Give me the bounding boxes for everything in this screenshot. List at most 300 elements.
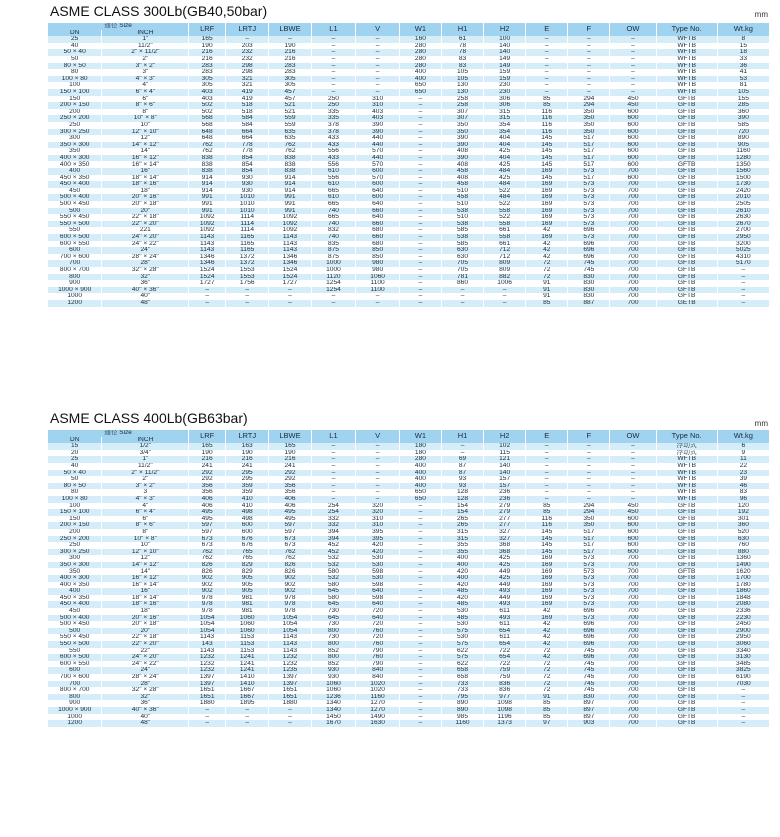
table-cell: 640	[356, 615, 399, 622]
table-row	[48, 463, 770, 470]
table-cell: GFTB	[656, 568, 717, 575]
table-cell: 521	[269, 102, 311, 109]
table-cell: 350	[568, 129, 610, 136]
table-cell: 254	[311, 503, 356, 510]
table-cell: 1054	[269, 628, 311, 635]
table-cell: 1006	[484, 280, 526, 287]
table-cell: 600	[225, 529, 268, 536]
table-cell: 700	[610, 287, 656, 294]
table-cell: 829	[225, 562, 268, 569]
table-cell: 400 × 350	[48, 582, 102, 589]
table-cell: –	[399, 681, 441, 688]
table-cell: 169	[526, 194, 568, 201]
table-cell: –	[568, 476, 610, 483]
table-cell: 854	[225, 155, 268, 162]
table-cell: –	[399, 503, 441, 510]
table-cell: GFTB	[656, 280, 717, 287]
header-e: E	[526, 430, 568, 443]
table-cell: 232	[225, 56, 268, 63]
table-cell: –	[610, 89, 656, 96]
table-cell: 781	[441, 274, 483, 281]
table-cell: 550	[48, 227, 102, 234]
table-cell: GFTB	[656, 214, 717, 221]
table-cell: 102	[484, 443, 526, 450]
table-cell: 78	[441, 49, 483, 56]
table-cell: –	[526, 476, 568, 483]
table-cell: WFTB	[656, 69, 717, 76]
header-v: V	[356, 430, 399, 443]
table-cell: –	[717, 267, 769, 274]
table-cell: 640	[356, 214, 399, 221]
table-cell: 1232	[189, 661, 226, 668]
table-cell: 502	[189, 109, 226, 116]
table-cell: 400 × 350	[48, 161, 102, 168]
table-cell: 930	[311, 674, 356, 681]
table-cell: 1054	[189, 621, 226, 628]
table-cell: 241	[189, 463, 226, 470]
table-row	[48, 181, 770, 188]
table-cell: 661	[484, 241, 526, 248]
header-lbwe: LBWE	[269, 430, 311, 443]
table-cell: 169	[526, 562, 568, 569]
table-cell: 254	[311, 509, 356, 516]
table-cell: 485	[441, 601, 483, 608]
table-cell: 760	[356, 628, 399, 635]
table-cell: 1241	[225, 667, 268, 674]
table-cell: 100	[48, 82, 102, 89]
table-cell: 332	[311, 516, 356, 523]
table-cell: 538	[441, 221, 483, 228]
table-cell: 600	[610, 155, 656, 162]
table-cell: 80	[48, 69, 102, 76]
table-cell: 350	[48, 568, 102, 575]
table-cell: 484	[484, 168, 526, 175]
table-cell: 585	[441, 241, 483, 248]
table-row	[48, 96, 770, 103]
table-cell: 130	[441, 89, 483, 96]
table-cell: 610	[311, 168, 356, 175]
table-cell: 1410	[225, 681, 268, 688]
table-cell: –	[610, 483, 656, 490]
table-cell: 517	[568, 161, 610, 168]
table-cell: 449	[484, 595, 526, 602]
table-row	[48, 142, 770, 149]
table-cell: 890	[441, 707, 483, 714]
table-cell: –	[399, 674, 441, 681]
table-cell: 350	[568, 109, 610, 116]
table-row	[48, 681, 770, 688]
table-cell: 829	[225, 568, 268, 575]
table-cell: 105	[441, 69, 483, 76]
table-cell: GFTB	[656, 241, 717, 248]
table-cell: 762	[269, 555, 311, 562]
table-cell: 368	[484, 549, 526, 556]
table-cell: 673	[269, 542, 311, 549]
table-cell: 310	[356, 522, 399, 529]
header-size: 通径 Size	[48, 23, 189, 30]
table-cell: 568	[189, 115, 226, 122]
table-cell: 600	[610, 175, 656, 182]
table-cell: 359	[225, 489, 268, 496]
table-cell: 390	[441, 135, 483, 142]
table-cell: GFTB	[656, 555, 717, 562]
table-cell: 1756	[225, 280, 268, 287]
table-cell: –	[610, 476, 656, 483]
table-cell: –	[399, 148, 441, 155]
table-cell: 836	[484, 681, 526, 688]
table-row	[48, 208, 770, 215]
table-cell: 762	[189, 148, 226, 155]
table-cell: 484	[484, 181, 526, 188]
table-cell: 1280	[717, 155, 769, 162]
table-cell: 510	[441, 214, 483, 221]
table-cell: 1000	[311, 267, 356, 274]
table-cell: 39	[717, 476, 769, 483]
table-cell: 11	[717, 456, 769, 463]
table-cell: 160	[399, 36, 441, 43]
table-cell: 3/4"	[102, 450, 189, 457]
table-cell: 42	[526, 247, 568, 254]
table-cell: GFTB	[656, 608, 717, 615]
table-cell: 597	[269, 529, 311, 536]
table-cell: 400	[441, 562, 483, 569]
header-inch: INCH	[102, 437, 189, 444]
table-cell: GFTB	[656, 293, 717, 300]
table-cell: 1/2"	[102, 443, 189, 450]
table-cell: –	[269, 300, 311, 307]
table-cell: 720	[356, 634, 399, 641]
table-cell: 598	[356, 595, 399, 602]
table-cell: WFTB	[656, 470, 717, 477]
table-row	[48, 615, 770, 622]
table-cell: 40	[48, 43, 102, 50]
table-cell: 350	[441, 129, 483, 136]
table-cell: 450 × 400	[48, 181, 102, 188]
table-cell: 778	[225, 142, 268, 149]
table-cell: –	[526, 43, 568, 50]
table-cell: 575	[441, 641, 483, 648]
table-cell: GFTB	[656, 648, 717, 655]
table-cell: 575	[441, 654, 483, 661]
table-cell: 310	[356, 516, 399, 523]
table-cell: 406	[189, 503, 226, 510]
table-row	[48, 503, 770, 510]
table-cell: 91	[526, 287, 568, 294]
table-cell: 1098	[484, 700, 526, 707]
table-row	[48, 76, 770, 83]
table-cell: 730	[311, 608, 356, 615]
table-cell: 450 × 350	[48, 595, 102, 602]
table-cell: 700	[610, 562, 656, 569]
table-cell: 930	[311, 667, 356, 674]
table-cell: 305	[189, 82, 226, 89]
table-cell: 100	[484, 36, 526, 43]
table-cell: 680	[356, 227, 399, 234]
table-cell: 600	[610, 542, 656, 549]
table-cell: –	[399, 142, 441, 149]
table-cell: 875	[311, 247, 356, 254]
table-cell: 2450	[717, 621, 769, 628]
table-cell: 190	[269, 43, 311, 50]
table-cell: 573	[568, 181, 610, 188]
table-cell: 145	[526, 148, 568, 155]
table-cell: 1020	[356, 681, 399, 688]
table-cell: 1010	[225, 208, 268, 215]
table-cell: GFTB	[656, 654, 717, 661]
table-cell: –	[225, 714, 268, 721]
table-cell: 760	[717, 542, 769, 549]
table-row	[48, 56, 770, 63]
table-cell: 1153	[225, 641, 268, 648]
table-cell: –	[399, 648, 441, 655]
table-cell: 661	[484, 227, 526, 234]
table-cell: 2950	[717, 234, 769, 241]
table-cell: 991	[269, 201, 311, 208]
table-cell: 722	[484, 661, 526, 668]
table-cell: 1143	[189, 247, 226, 254]
table-cell: 32" × 28"	[102, 687, 189, 694]
table-cell: WFTB	[656, 489, 717, 496]
table-cell: –	[311, 489, 356, 496]
table-cell: 696	[568, 247, 610, 254]
table-cell: 762	[269, 148, 311, 155]
header-lrtj: LRTJ	[225, 430, 268, 443]
table-row	[48, 194, 770, 201]
table-cell: –	[356, 456, 399, 463]
table-cell: 18" × 14"	[102, 175, 189, 182]
table-cell: 116	[526, 109, 568, 116]
table-cell: 1340	[311, 707, 356, 714]
table-cell: 510	[441, 201, 483, 208]
table-cell: 18"	[102, 608, 189, 615]
table-cell: 14"	[102, 148, 189, 155]
table-cell: 145	[526, 135, 568, 142]
table-cell: 157	[484, 476, 526, 483]
table-cell: 600	[225, 522, 268, 529]
table-cell: –	[311, 63, 356, 70]
table-cell: –	[399, 608, 441, 615]
table-cell: GFTB	[656, 694, 717, 701]
table-cell: 838	[189, 168, 226, 175]
table-cell: –	[568, 470, 610, 477]
table-cell: 980	[356, 267, 399, 274]
header-w1: W1	[399, 23, 441, 36]
table-cell: 991	[269, 208, 311, 215]
table-cell: 740	[311, 234, 356, 241]
table-cell: 573	[568, 194, 610, 201]
table-cell: 700	[610, 595, 656, 602]
table-cell: 830	[568, 280, 610, 287]
table-cell: 116	[526, 516, 568, 523]
table-cell: 700	[610, 582, 656, 589]
table-cell: 359	[225, 483, 268, 490]
table-cell: 408	[441, 148, 483, 155]
table-cell: 664	[225, 135, 268, 142]
header-type-no: Type No.	[656, 23, 717, 36]
table-cell: 645	[311, 615, 356, 622]
table-cell: 1120	[311, 274, 356, 281]
table-cell: 200	[48, 109, 102, 116]
table-cell: 6" × 4"	[102, 509, 189, 516]
table-cell: 450	[610, 503, 656, 510]
table-cell: 556	[311, 161, 356, 168]
table-cell: 280	[399, 63, 441, 70]
table-cell: 408	[441, 175, 483, 182]
table-cell: 1060	[356, 274, 399, 281]
table-cell: 81	[717, 82, 769, 89]
table-cell: 559	[269, 122, 311, 129]
table-cell: 658	[441, 674, 483, 681]
table-cell: –	[717, 720, 769, 727]
table-cell: 25	[48, 456, 102, 463]
table-cell: 283	[189, 69, 226, 76]
table-row	[48, 687, 770, 694]
table-cell: 2230	[717, 615, 769, 622]
table-cell: 573	[568, 555, 610, 562]
table-cell: 597	[189, 529, 226, 536]
table-cell: 665	[311, 214, 356, 221]
table-cell: 1350	[717, 161, 769, 168]
table-cell: 573	[568, 568, 610, 575]
table-cell: 485	[441, 615, 483, 622]
table-cell: 2900	[717, 628, 769, 635]
table-cell: 556	[311, 175, 356, 182]
table-row	[48, 595, 770, 602]
table-cell: –	[269, 714, 311, 721]
table-cell: 700	[610, 601, 656, 608]
table-cell: 1092	[189, 221, 226, 228]
table-cell: 700	[610, 221, 656, 228]
table-cell: 902	[269, 588, 311, 595]
table-cell: 449	[484, 582, 526, 589]
table-cell: 980	[356, 260, 399, 267]
table-cell: 493	[484, 601, 526, 608]
table-cell: 517	[568, 529, 610, 536]
table-cell: 991	[189, 194, 226, 201]
table-cell: 745	[568, 667, 610, 674]
table-cell: –	[356, 63, 399, 70]
table-cell: 9	[717, 450, 769, 457]
table-cell: 216	[269, 456, 311, 463]
table-cell: 517	[568, 542, 610, 549]
table-cell: 673	[189, 536, 226, 543]
table-cell: 745	[568, 661, 610, 668]
table-cell: 500 × 450	[48, 201, 102, 208]
table-cell: 5170	[717, 260, 769, 267]
table-cell: GFTB	[656, 201, 717, 208]
table-cell: 1553	[225, 267, 268, 274]
table-cell: GFTB	[656, 168, 717, 175]
table-cell: 306	[484, 96, 526, 103]
table-cell: 216	[225, 456, 268, 463]
table-cell: 705	[441, 267, 483, 274]
table-cell: –	[399, 122, 441, 129]
table-cell: 762	[189, 549, 226, 556]
table-cell: –	[225, 36, 268, 43]
table-cell: 350 × 300	[48, 142, 102, 149]
table-cell: 1060	[311, 681, 356, 688]
table-cell: GFTB	[656, 621, 717, 628]
table-cell: 978	[189, 595, 226, 602]
table-cell: 700 × 600	[48, 674, 102, 681]
table-cell: 600	[48, 667, 102, 674]
table-cell: 440	[356, 155, 399, 162]
table-cell: 4"	[102, 82, 189, 89]
table-cell: 4" × 3"	[102, 76, 189, 83]
table-cell: GFTB	[656, 542, 717, 549]
table-cell: 522	[484, 214, 526, 221]
table-cell: –	[568, 89, 610, 96]
table-cell: 493	[484, 615, 526, 622]
table-cell: 69	[441, 456, 483, 463]
table-cell: 517	[568, 148, 610, 155]
table-cell: 10" × 8"	[102, 115, 189, 122]
table-cell: –	[356, 56, 399, 63]
table-cell: 169	[526, 582, 568, 589]
table-cell: –	[399, 700, 441, 707]
table-cell: 1700	[717, 575, 769, 582]
table-row	[48, 161, 770, 168]
table-cell: –	[399, 214, 441, 221]
table-cell: 740	[311, 208, 356, 215]
table-cell: 250	[48, 542, 102, 549]
table-cell: 1143	[269, 648, 311, 655]
table-cell: GFTB	[656, 129, 717, 136]
table-cell: –	[311, 69, 356, 76]
table-cell: –	[311, 443, 356, 450]
table-cell: –	[399, 155, 441, 162]
table-row	[48, 247, 770, 254]
table-cell: 573	[568, 234, 610, 241]
table-cell: 50	[48, 476, 102, 483]
table-cell: –	[568, 49, 610, 56]
table-cell: 265	[441, 516, 483, 523]
table-cell: 745	[568, 687, 610, 694]
table-cell: 826	[189, 568, 226, 575]
table-cell: 600	[610, 122, 656, 129]
table-cell: 1114	[225, 214, 268, 221]
table-cell: 2"	[102, 56, 189, 63]
table-cell: 1060	[225, 615, 268, 622]
table-cell: 20" × 18"	[102, 621, 189, 628]
table-cell: 390	[356, 129, 399, 136]
table-cell: 800	[48, 694, 102, 701]
table-cell: 91	[526, 280, 568, 287]
table-cell: 1450	[311, 714, 356, 721]
table-cell: 1254	[311, 287, 356, 294]
table-cell: –	[225, 707, 268, 714]
table-cell: 85	[526, 509, 568, 516]
table-cell: GFTB	[656, 274, 717, 281]
table-cell: GFTB	[656, 188, 717, 195]
table-cell: 12" × 10"	[102, 549, 189, 556]
table-cell: 150 × 100	[48, 89, 102, 96]
table-cell: 403	[356, 115, 399, 122]
table-cell: 1143	[269, 234, 311, 241]
table-cell: 40	[48, 463, 102, 470]
table-cell: –	[356, 496, 399, 503]
table-cell: –	[717, 714, 769, 721]
table-cell: 573	[568, 214, 610, 221]
table-cell: –	[568, 56, 610, 63]
table-cell: 2700	[717, 227, 769, 234]
table-cell: 22" × 20"	[102, 221, 189, 228]
table-cell: 450	[610, 96, 656, 103]
table-cell: 72	[526, 661, 568, 668]
table-cell: 600 × 550	[48, 241, 102, 248]
table-cell: 790	[356, 648, 399, 655]
table-cell: 500	[48, 628, 102, 635]
